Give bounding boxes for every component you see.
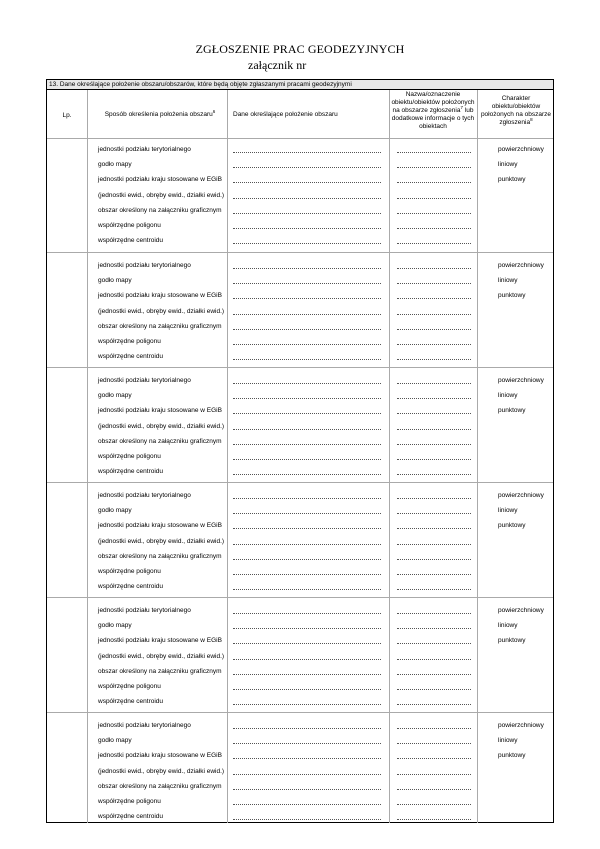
- object-info-field[interactable]: [397, 689, 471, 690]
- method-option[interactable]: współrzędne poligonu: [98, 453, 161, 460]
- method-option[interactable]: współrzędne centroidu: [98, 698, 164, 706]
- method-option[interactable]: godło mapy: [98, 161, 132, 169]
- object-info-field[interactable]: [397, 429, 471, 430]
- method-option[interactable]: współrzędne poligonu: [98, 568, 161, 575]
- area-data-field[interactable]: [233, 167, 381, 168]
- method-option[interactable]: (jednostki ewid., obręby ewid., działki ewid.): [98, 537, 225, 545]
- object-info-field[interactable]: [397, 182, 471, 183]
- column-header-objects-text: Nazwa/oznaczenie obiektu/obiektów położonych na obszarze zgłoszenia: [391, 91, 475, 114]
- method-option[interactable]: (jednostki ewid., obręby ewid., działki ewid.): [98, 767, 225, 775]
- method-option[interactable]: jednostki podziału kraju stosowane w EGiB: [98, 522, 222, 530]
- character-option[interactable]: punktowy: [498, 522, 526, 530]
- object-info-field[interactable]: [397, 789, 471, 790]
- area-data-field[interactable]: [233, 152, 381, 153]
- method-option[interactable]: jednostki podziału kraju stosowane w EGiB: [98, 752, 222, 760]
- block-divider: [47, 367, 553, 368]
- area-data-field[interactable]: [233, 182, 381, 183]
- method-option[interactable]: (jednostki ewid., obręby ewid., działki ewid.): [98, 422, 225, 430]
- object-info-field[interactable]: [397, 643, 471, 644]
- area-data-field[interactable]: [233, 689, 381, 690]
- method-option[interactable]: godło mapy: [98, 622, 132, 630]
- method-option[interactable]: współrzędne centroidu: [98, 468, 164, 476]
- area-data-field[interactable]: [233, 743, 381, 744]
- object-info-field[interactable]: [397, 228, 471, 229]
- block-divider: [47, 597, 553, 598]
- method-option[interactable]: godło mapy: [98, 507, 132, 515]
- area-data-field[interactable]: [233, 314, 381, 315]
- object-info-field[interactable]: [397, 804, 471, 805]
- object-info-field[interactable]: [397, 659, 471, 660]
- object-info-field[interactable]: [397, 383, 471, 384]
- object-info-field[interactable]: [397, 413, 471, 414]
- object-info-field[interactable]: [397, 743, 471, 744]
- object-info-field[interactable]: [397, 329, 471, 330]
- method-option[interactable]: jednostki podziału terytorialnego: [98, 377, 191, 384]
- footnote-6-marker: 6: [212, 108, 216, 114]
- object-info-field[interactable]: [397, 628, 471, 629]
- method-option[interactable]: (jednostki ewid., obręby ewid., działki ewid.): [98, 307, 225, 315]
- header-divider: [47, 138, 553, 139]
- area-data-field[interactable]: [233, 704, 381, 705]
- object-info-field[interactable]: [397, 704, 471, 705]
- character-option[interactable]: punktowy: [498, 637, 526, 645]
- object-info-field[interactable]: [397, 589, 471, 590]
- character-option[interactable]: liniowy: [498, 277, 518, 285]
- object-info-field[interactable]: [397, 298, 471, 299]
- area-data-field[interactable]: [233, 213, 381, 214]
- method-option[interactable]: obszar określony na załączniku graficznym: [98, 782, 222, 790]
- object-info-field[interactable]: [397, 728, 471, 729]
- object-info-field[interactable]: [397, 758, 471, 759]
- area-data-field[interactable]: [233, 383, 381, 384]
- area-data-field[interactable]: [233, 789, 381, 790]
- column-header-character: [479, 95, 553, 127]
- object-info-field[interactable]: [397, 167, 471, 168]
- method-option[interactable]: godło mapy: [98, 277, 132, 285]
- object-info-field[interactable]: [397, 152, 471, 153]
- method-option[interactable]: współrzędne centroidu: [98, 813, 164, 821]
- character-option[interactable]: powierzchniowy: [498, 722, 544, 729]
- method-option[interactable]: jednostki podziału terytorialnego: [98, 722, 191, 729]
- method-option[interactable]: jednostki podziału kraju stosowane w EGiB: [98, 176, 222, 184]
- method-option[interactable]: obszar określony na załączniku graficznym: [98, 206, 222, 214]
- block-divider: [47, 252, 553, 253]
- object-info-field[interactable]: [397, 513, 471, 514]
- object-info-field[interactable]: [397, 344, 471, 345]
- method-option[interactable]: współrzędne poligonu: [98, 798, 161, 805]
- column-divider-data: [389, 90, 390, 823]
- method-option[interactable]: (jednostki ewid., obręby ewid., działki ewid.): [98, 652, 225, 660]
- attachment-number-label: załącznik nr: [248, 58, 307, 72]
- area-data-field[interactable]: [233, 228, 381, 229]
- object-info-field[interactable]: [397, 574, 471, 575]
- method-option[interactable]: jednostki podziału terytorialnego: [98, 607, 191, 614]
- character-option[interactable]: punktowy: [498, 292, 526, 300]
- character-option[interactable]: powierzchniowy: [498, 262, 544, 269]
- block-divider: [47, 482, 553, 483]
- footnote-8-marker: 8: [530, 116, 533, 122]
- character-option[interactable]: powierzchniowy: [498, 377, 544, 384]
- method-option[interactable]: obszar określony na załączniku graficznym: [98, 437, 222, 445]
- method-option[interactable]: (jednostki ewid., obręby ewid., działki ewid.): [98, 191, 225, 199]
- area-data-field[interactable]: [233, 359, 381, 360]
- area-data-field[interactable]: [233, 574, 381, 575]
- object-info-field[interactable]: [397, 498, 471, 499]
- object-info-field[interactable]: [397, 243, 471, 244]
- block-divider: [47, 712, 553, 713]
- area-data-field[interactable]: [233, 643, 381, 644]
- character-option[interactable]: liniowy: [498, 737, 518, 745]
- area-data-field[interactable]: [233, 498, 381, 499]
- object-info-field[interactable]: [397, 474, 471, 475]
- character-option[interactable]: punktowy: [498, 176, 526, 184]
- area-data-field[interactable]: [233, 774, 381, 775]
- area-location-table: [46, 79, 554, 823]
- area-data-field[interactable]: [233, 589, 381, 590]
- area-data-field[interactable]: [233, 243, 381, 244]
- form-title: ZGŁOSZENIE PRAC GEODEZYJNYCH: [195, 42, 405, 56]
- method-option[interactable]: jednostki podziału kraju stosowane w EGiB: [98, 292, 222, 300]
- method-option[interactable]: współrzędne poligonu: [98, 222, 161, 229]
- method-option[interactable]: obszar określony na załączniku graficznym: [98, 322, 222, 330]
- method-option[interactable]: współrzędne centroidu: [98, 237, 164, 245]
- area-data-field[interactable]: [233, 613, 381, 614]
- column-divider-lp: [87, 90, 88, 823]
- area-data-field[interactable]: [233, 628, 381, 629]
- area-data-field[interactable]: [233, 819, 381, 820]
- area-data-field[interactable]: [233, 398, 381, 399]
- area-data-field[interactable]: [233, 659, 381, 660]
- method-option[interactable]: współrzędne poligonu: [98, 338, 161, 345]
- section-13-label: 13. Dane określające położenie obszaru/obszarów, które będą objęte zgłaszanymi pracami geodezyjnymi: [47, 80, 553, 90]
- object-info-field[interactable]: [397, 198, 471, 199]
- footnote-7-marker: 7: [460, 104, 463, 110]
- area-data-field[interactable]: [233, 674, 381, 675]
- method-option[interactable]: godło mapy: [98, 392, 132, 400]
- method-option[interactable]: jednostki podziału kraju stosowane w EGiB: [98, 637, 222, 645]
- area-data-field[interactable]: [233, 298, 381, 299]
- character-option[interactable]: powierzchniowy: [498, 146, 544, 153]
- character-option[interactable]: liniowy: [498, 622, 518, 630]
- object-info-field[interactable]: [397, 268, 471, 269]
- column-header-character-text: Charakter obiektu/obiektów położonych na obszarze zgłoszenia: [480, 95, 552, 126]
- area-data-field[interactable]: [233, 283, 381, 284]
- area-data-field[interactable]: [233, 804, 381, 805]
- column-header-objects-text-2: lub dodatkowe informacje o tych obiektach: [391, 107, 475, 130]
- area-data-field[interactable]: [233, 459, 381, 460]
- object-info-field[interactable]: [397, 674, 471, 675]
- column-divider-method: [227, 90, 228, 823]
- method-option[interactable]: jednostki podziału terytorialnego: [98, 262, 191, 269]
- character-option[interactable]: liniowy: [498, 507, 518, 515]
- object-info-field[interactable]: [397, 213, 471, 214]
- area-data-field[interactable]: [233, 513, 381, 514]
- character-option[interactable]: powierzchniowy: [498, 492, 544, 499]
- area-data-field[interactable]: [233, 758, 381, 759]
- area-data-field[interactable]: [233, 444, 381, 445]
- character-option[interactable]: punktowy: [498, 752, 526, 760]
- method-option[interactable]: współrzędne centroidu: [98, 583, 164, 591]
- object-info-field[interactable]: [397, 559, 471, 560]
- object-info-field[interactable]: [397, 444, 471, 445]
- object-info-field[interactable]: [397, 528, 471, 529]
- area-data-field[interactable]: [233, 329, 381, 330]
- column-header-objects: [391, 91, 475, 131]
- area-data-field[interactable]: [233, 559, 381, 560]
- method-option[interactable]: współrzędne poligonu: [98, 683, 161, 690]
- character-option[interactable]: liniowy: [498, 392, 518, 400]
- column-divider-objects: [477, 90, 478, 823]
- character-option[interactable]: punktowy: [498, 407, 526, 415]
- column-header-method: [93, 108, 227, 119]
- method-option[interactable]: współrzędne centroidu: [98, 353, 164, 361]
- object-info-field[interactable]: [397, 398, 471, 399]
- method-option[interactable]: jednostki podziału kraju stosowane w EGiB: [98, 407, 222, 415]
- area-data-field[interactable]: [233, 528, 381, 529]
- character-option[interactable]: powierzchniowy: [498, 607, 544, 614]
- object-info-field[interactable]: [397, 314, 471, 315]
- area-data-field[interactable]: [233, 728, 381, 729]
- method-option[interactable]: jednostki podziału terytorialnego: [98, 492, 191, 499]
- object-info-field[interactable]: [397, 774, 471, 775]
- method-option[interactable]: obszar określony na załączniku graficznym: [98, 552, 222, 560]
- column-header-method-text: Sposób określenia położenia obszaru: [104, 111, 213, 118]
- column-header-lp: Lp.: [62, 112, 72, 119]
- area-data-field[interactable]: [233, 544, 381, 545]
- method-option[interactable]: jednostki podziału terytorialnego: [98, 146, 191, 153]
- method-option[interactable]: godło mapy: [98, 737, 132, 745]
- area-data-field[interactable]: [233, 268, 381, 269]
- area-data-field[interactable]: [233, 474, 381, 475]
- object-info-field[interactable]: [397, 613, 471, 614]
- character-option[interactable]: liniowy: [498, 161, 518, 169]
- object-info-field[interactable]: [397, 544, 471, 545]
- area-data-field[interactable]: [233, 198, 381, 199]
- object-info-field[interactable]: [397, 459, 471, 460]
- object-info-field[interactable]: [397, 819, 471, 820]
- area-data-field[interactable]: [233, 429, 381, 430]
- object-info-field[interactable]: [397, 359, 471, 360]
- method-option[interactable]: obszar określony na załączniku graficznym: [98, 667, 222, 675]
- object-info-field[interactable]: [397, 283, 471, 284]
- area-data-field[interactable]: [233, 413, 381, 414]
- column-header-data: Dane określające położenie obszaru: [233, 111, 338, 118]
- area-data-field[interactable]: [233, 344, 381, 345]
